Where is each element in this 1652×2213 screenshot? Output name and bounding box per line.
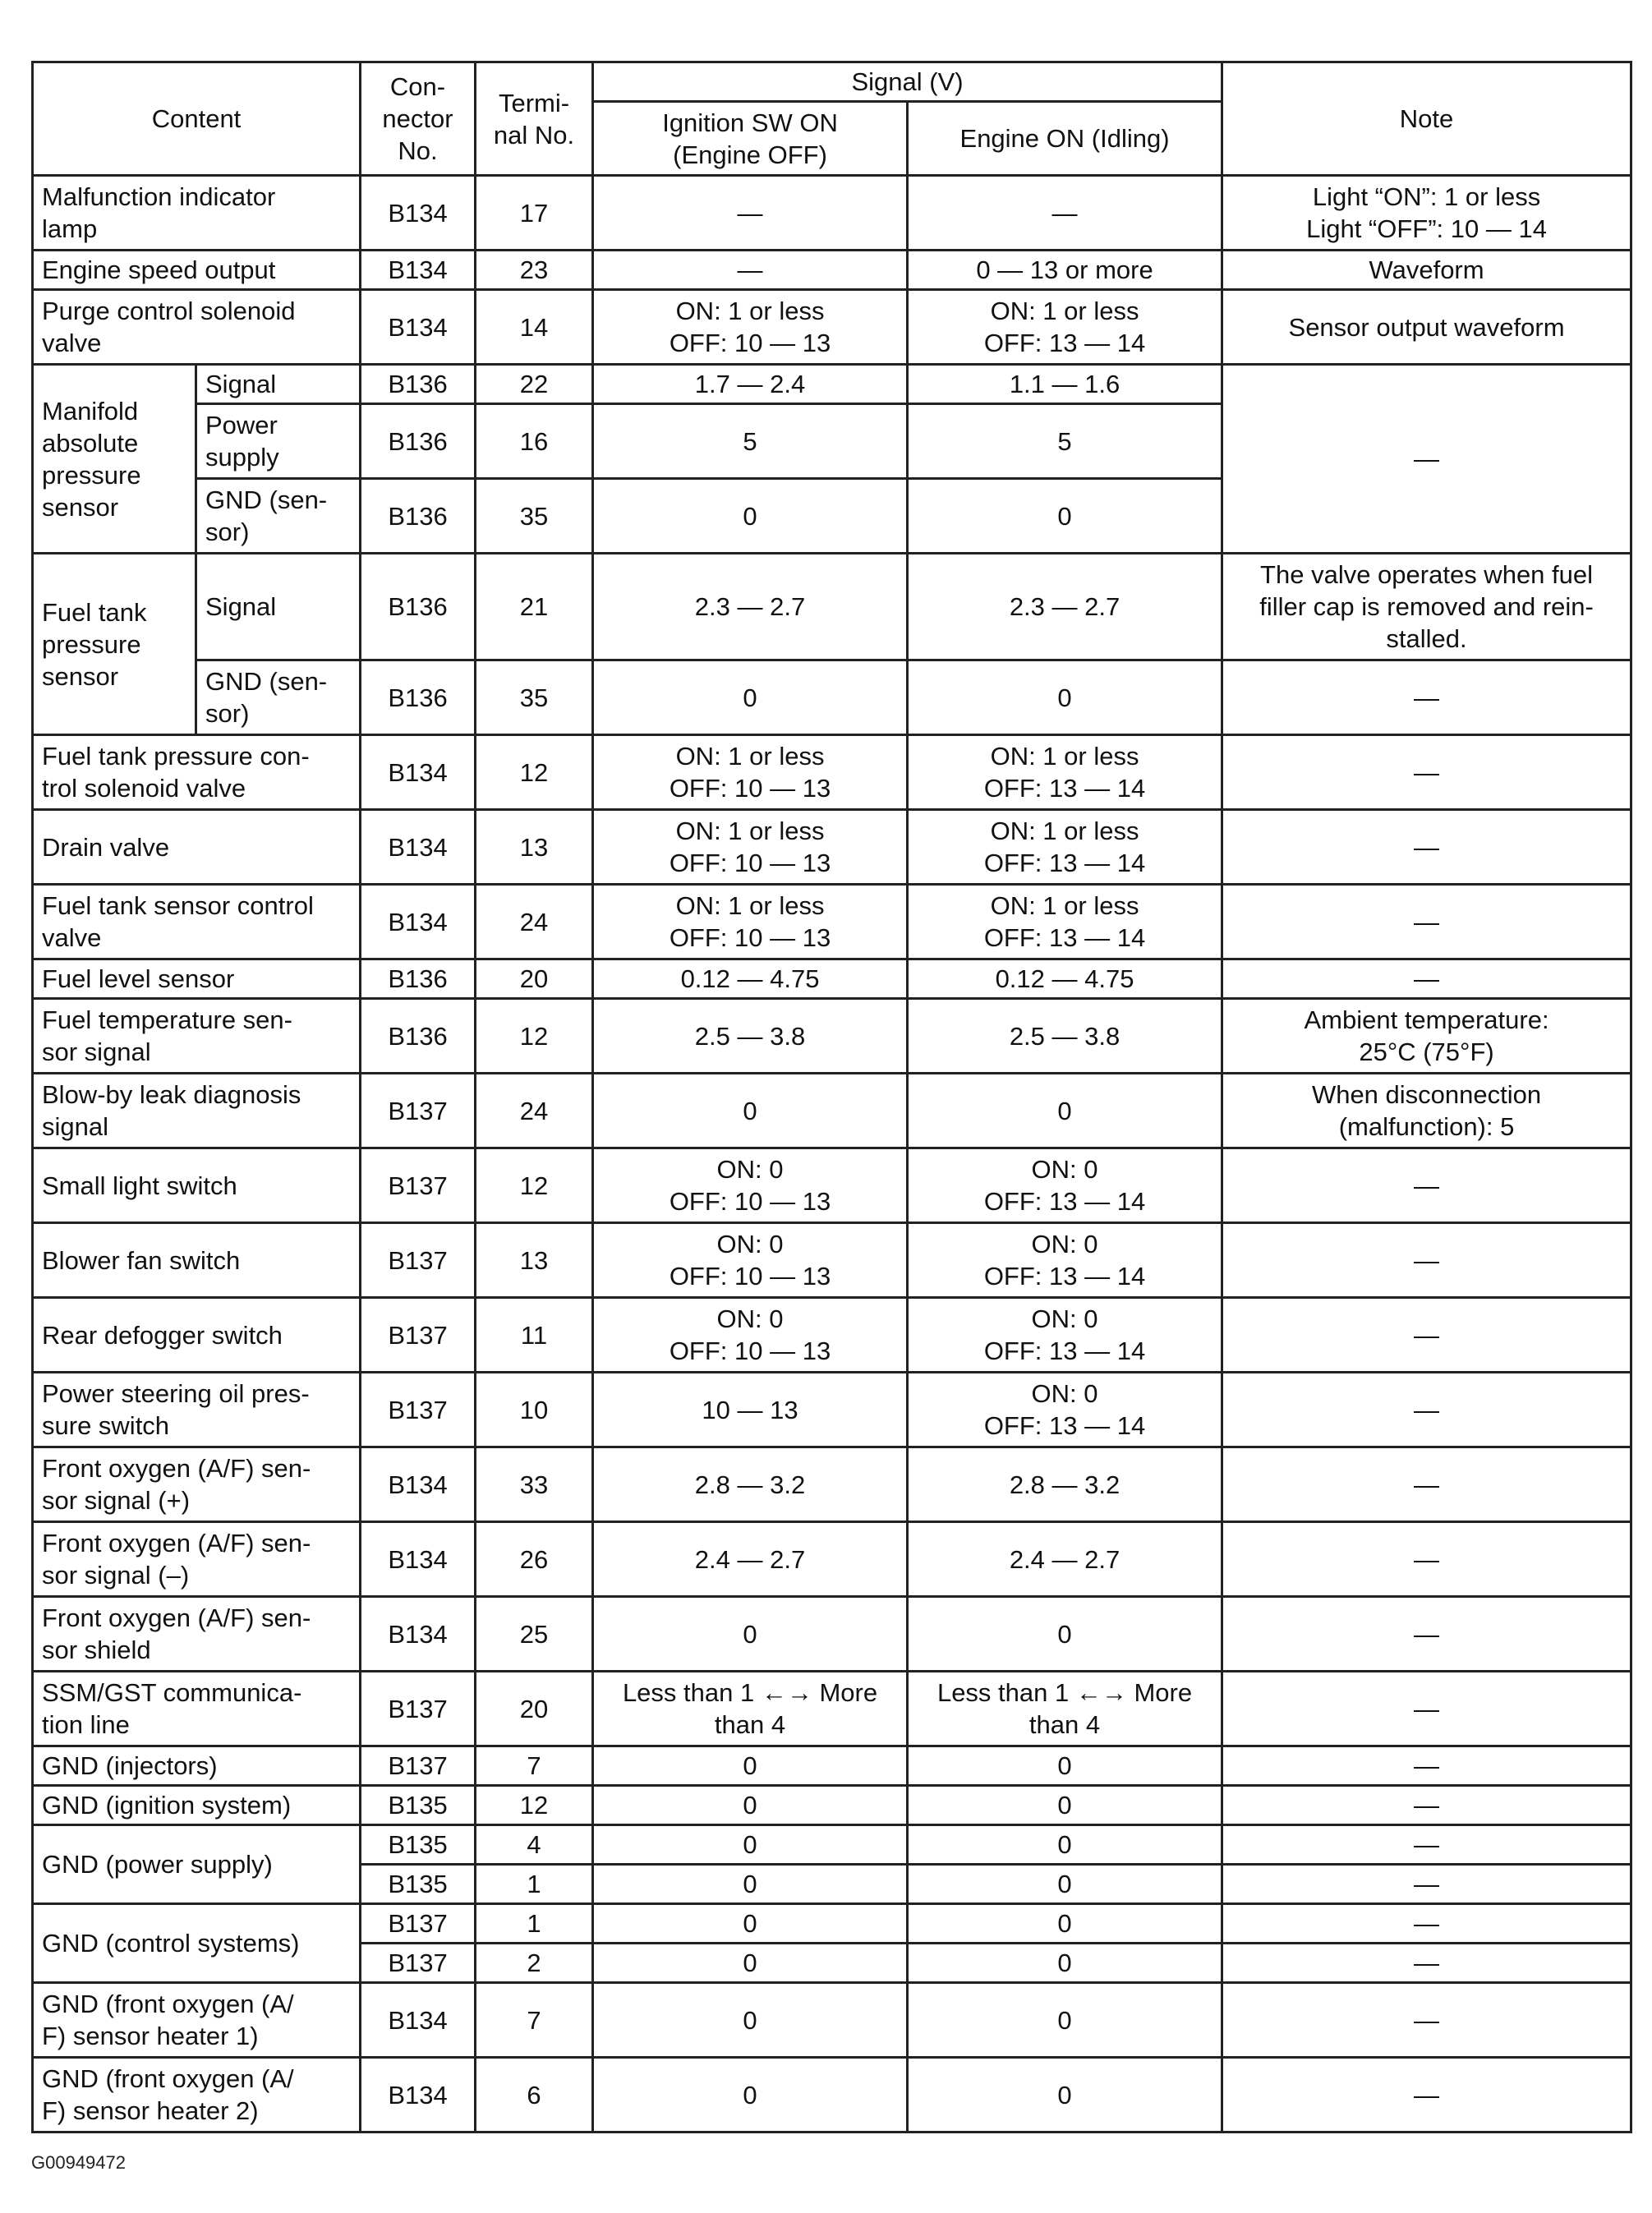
- cell-note: Ambient temperature: 25°C (75°F): [1222, 999, 1631, 1074]
- cell-ignition-on: ON: 0 OFF: 10 — 13: [593, 1148, 908, 1223]
- cell-terminal: 20: [476, 1672, 593, 1746]
- cell-content: Fuel level sensor: [33, 959, 361, 999]
- cell-engine-on: 0: [908, 1983, 1222, 2058]
- cell-engine-on: 0: [908, 660, 1222, 735]
- table-row: [33, 1904, 1631, 1944]
- cell-ignition-on: 0: [593, 479, 908, 554]
- cell-ignition-on: ON: 1 or less OFF: 10 — 13: [593, 735, 908, 810]
- cell-note: —: [1222, 959, 1631, 999]
- cell-content: Purge control solenoid valve: [33, 290, 361, 365]
- cell-terminal: 12: [476, 735, 593, 810]
- cell-connector: B136: [361, 660, 476, 735]
- cell-terminal: 7: [476, 1983, 593, 2058]
- header-terminal: Termi- nal No.: [476, 62, 593, 176]
- table-row: [33, 176, 1631, 251]
- table-row: [33, 1373, 1631, 1447]
- cell-terminal: 12: [476, 1148, 593, 1223]
- cell-terminal: 33: [476, 1447, 593, 1522]
- header-ignition-on: Ignition SW ON (Engine OFF): [593, 102, 908, 176]
- cell-connector: B134: [361, 735, 476, 810]
- cell-engine-on: 0 — 13 or more: [908, 251, 1222, 290]
- cell-ignition-on: 2.3 — 2.7: [593, 554, 908, 660]
- cell-engine-on: ON: 0 OFF: 13 — 14: [908, 1148, 1222, 1223]
- table-row: [33, 999, 1631, 1074]
- cell-connector: B134: [361, 1447, 476, 1522]
- cell-content: Blower fan switch: [33, 1223, 361, 1298]
- cell-content-group: GND (control systems): [33, 1904, 361, 1983]
- table-row: [33, 1148, 1631, 1223]
- header-content: Content: [33, 62, 361, 176]
- cell-content: Small light switch: [33, 1148, 361, 1223]
- cell-note: —: [1222, 1865, 1631, 1904]
- cell-content: Malfunction indicator lamp: [33, 176, 361, 251]
- cell-engine-on: ON: 1 or less OFF: 13 — 14: [908, 885, 1222, 959]
- cell-engine-on: 2.8 — 3.2: [908, 1447, 1222, 1522]
- table-row: [33, 1786, 1631, 1825]
- cell-terminal: 23: [476, 251, 593, 290]
- cell-content-group: Fuel tank pressure sensor: [33, 554, 196, 735]
- cell-connector: B137: [361, 1672, 476, 1746]
- table-row: [33, 959, 1631, 999]
- cell-connector: B137: [361, 1223, 476, 1298]
- figure-id: G00949472: [31, 2152, 126, 2173]
- cell-content: Drain valve: [33, 810, 361, 885]
- cell-ignition-on: ON: 1 or less OFF: 10 — 13: [593, 810, 908, 885]
- cell-note: —: [1222, 885, 1631, 959]
- cell-connector: B134: [361, 2058, 476, 2132]
- cell-engine-on: 0: [908, 1944, 1222, 1983]
- cell-content: Front oxygen (A/F) sen- sor signal (+): [33, 1447, 361, 1522]
- header-engine-on: Engine ON (Idling): [908, 102, 1222, 176]
- cell-engine-on: ON: 1 or less OFF: 13 — 14: [908, 810, 1222, 885]
- cell-engine-on: —: [908, 176, 1222, 251]
- cell-ignition-on: 0: [593, 1904, 908, 1944]
- cell-terminal: 20: [476, 959, 593, 999]
- cell-terminal: 6: [476, 2058, 593, 2132]
- cell-ignition-on: 0: [593, 1786, 908, 1825]
- cell-content: Fuel tank sensor control valve: [33, 885, 361, 959]
- cell-connector: B134: [361, 810, 476, 885]
- cell-connector: B136: [361, 404, 476, 479]
- cell-terminal: 1: [476, 1865, 593, 1904]
- cell-ignition-on: 2.8 — 3.2: [593, 1447, 908, 1522]
- cell-terminal: 35: [476, 479, 593, 554]
- header-connector: Con- nector No.: [361, 62, 476, 176]
- cell-note: —: [1222, 1522, 1631, 1597]
- cell-ignition-on: —: [593, 251, 908, 290]
- cell-engine-on: 0: [908, 479, 1222, 554]
- cell-note: —: [1222, 735, 1631, 810]
- cell-connector: B134: [361, 290, 476, 365]
- cell-content: GND (ignition system): [33, 1786, 361, 1825]
- cell-note: —: [1222, 1825, 1631, 1865]
- table-row: [33, 1298, 1631, 1373]
- cell-note: —: [1222, 1944, 1631, 1983]
- cell-connector: B136: [361, 365, 476, 404]
- cell-engine-on: 0: [908, 1597, 1222, 1672]
- cell-subcontent: GND (sen- sor): [196, 479, 361, 554]
- signal-specification-table: [31, 61, 1632, 2133]
- cell-terminal: 25: [476, 1597, 593, 1672]
- cell-connector: B137: [361, 1148, 476, 1223]
- cell-connector: B136: [361, 479, 476, 554]
- cell-terminal: 13: [476, 1223, 593, 1298]
- cell-ignition-on: 0: [593, 1597, 908, 1672]
- cell-engine-on: 5: [908, 404, 1222, 479]
- cell-terminal: 12: [476, 1786, 593, 1825]
- cell-connector: B135: [361, 1865, 476, 1904]
- cell-content: GND (front oxygen (A/ F) sensor heater 2): [33, 2058, 361, 2132]
- cell-terminal: 7: [476, 1746, 593, 1786]
- cell-note: —: [1222, 1746, 1631, 1786]
- cell-ignition-on: ON: 1 or less OFF: 10 — 13: [593, 290, 908, 365]
- cell-note: Light “ON”: 1 or less Light “OFF”: 10 — 14: [1222, 176, 1631, 251]
- table-row: [33, 1597, 1631, 1672]
- cell-note: —: [1222, 1447, 1631, 1522]
- cell-subcontent: Power supply: [196, 404, 361, 479]
- cell-content: Fuel temperature sen- sor signal: [33, 999, 361, 1074]
- cell-engine-on: ON: 0 OFF: 13 — 14: [908, 1298, 1222, 1373]
- cell-content: Front oxygen (A/F) sen- sor shield: [33, 1597, 361, 1672]
- table-row: [33, 1522, 1631, 1597]
- cell-terminal: 21: [476, 554, 593, 660]
- cell-terminal: 12: [476, 999, 593, 1074]
- cell-note: —: [1222, 1786, 1631, 1825]
- cell-engine-on: 1.1 — 1.6: [908, 365, 1222, 404]
- cell-engine-on: 0: [908, 1865, 1222, 1904]
- table-row: [33, 1825, 1631, 1865]
- cell-ignition-on: —: [593, 176, 908, 251]
- cell-ignition-on: 0: [593, 1746, 908, 1786]
- cell-ignition-on: 2.4 — 2.7: [593, 1522, 908, 1597]
- cell-note: —: [1222, 365, 1631, 554]
- cell-note: —: [1222, 1597, 1631, 1672]
- cell-subcontent: Signal: [196, 365, 361, 404]
- cell-terminal: 16: [476, 404, 593, 479]
- table-row: [33, 660, 1631, 735]
- cell-subcontent: Signal: [196, 554, 361, 660]
- cell-note: —: [1222, 2058, 1631, 2132]
- cell-content: Engine speed output: [33, 251, 361, 290]
- cell-terminal: 14: [476, 290, 593, 365]
- cell-engine-on: 0: [908, 1746, 1222, 1786]
- table-row: [33, 1074, 1631, 1148]
- cell-connector: B135: [361, 1786, 476, 1825]
- cell-note: The valve operates when fuel filler cap is removed and rein- stalled.: [1222, 554, 1631, 660]
- document-page: [31, 61, 1630, 2173]
- table-row: [33, 365, 1631, 404]
- table-row: [33, 735, 1631, 810]
- cell-note: When disconnection (malfunction): 5: [1222, 1074, 1631, 1148]
- cell-content: Rear defogger switch: [33, 1298, 361, 1373]
- cell-engine-on: 2.4 — 2.7: [908, 1522, 1222, 1597]
- cell-content-group: Manifold absolute pressure sensor: [33, 365, 196, 554]
- cell-content: GND (front oxygen (A/ F) sensor heater 1): [33, 1983, 361, 2058]
- cell-engine-on: 2.3 — 2.7: [908, 554, 1222, 660]
- cell-ignition-on: 0: [593, 1983, 908, 2058]
- cell-note: —: [1222, 1983, 1631, 2058]
- cell-content: Front oxygen (A/F) sen- sor signal (–): [33, 1522, 361, 1597]
- cell-ignition-on: 0: [593, 1944, 908, 1983]
- cell-connector: B135: [361, 1825, 476, 1865]
- cell-ignition-on: Less than 1 ←→ More than 4: [593, 1672, 908, 1746]
- cell-ignition-on: 0.12 — 4.75: [593, 959, 908, 999]
- table-row: [33, 2058, 1631, 2132]
- cell-terminal: 10: [476, 1373, 593, 1447]
- cell-connector: B137: [361, 1944, 476, 1983]
- cell-terminal: 24: [476, 1074, 593, 1148]
- table-row: [33, 1672, 1631, 1746]
- cell-note: —: [1222, 1298, 1631, 1373]
- cell-content: GND (injectors): [33, 1746, 361, 1786]
- table-row: [33, 1746, 1631, 1786]
- table-row: [33, 1447, 1631, 1522]
- cell-ignition-on: 0: [593, 2058, 908, 2132]
- header-note: Note: [1222, 62, 1631, 176]
- cell-connector: B134: [361, 1522, 476, 1597]
- cell-terminal: 4: [476, 1825, 593, 1865]
- cell-engine-on: Less than 1 ←→ More than 4: [908, 1672, 1222, 1746]
- cell-terminal: 22: [476, 365, 593, 404]
- cell-note: Sensor output waveform: [1222, 290, 1631, 365]
- cell-engine-on: ON: 1 or less OFF: 13 — 14: [908, 290, 1222, 365]
- cell-ignition-on: 0: [593, 1865, 908, 1904]
- cell-engine-on: ON: 0 OFF: 13 — 14: [908, 1223, 1222, 1298]
- cell-engine-on: ON: 1 or less OFF: 13 — 14: [908, 735, 1222, 810]
- cell-terminal: 11: [476, 1298, 593, 1373]
- cell-connector: B134: [361, 885, 476, 959]
- cell-connector: B137: [361, 1373, 476, 1447]
- cell-connector: B134: [361, 1597, 476, 1672]
- cell-connector: B137: [361, 1074, 476, 1148]
- cell-ignition-on: 1.7 — 2.4: [593, 365, 908, 404]
- cell-terminal: 2: [476, 1944, 593, 1983]
- cell-content: Power steering oil pres- sure switch: [33, 1373, 361, 1447]
- cell-connector: B134: [361, 1983, 476, 2058]
- table-row: [33, 810, 1631, 885]
- table-row: [33, 1223, 1631, 1298]
- cell-note: —: [1222, 1223, 1631, 1298]
- header-row: [33, 62, 1631, 102]
- cell-note: Waveform: [1222, 251, 1631, 290]
- cell-engine-on: 0: [908, 2058, 1222, 2132]
- cell-ignition-on: 5: [593, 404, 908, 479]
- cell-terminal: 17: [476, 176, 593, 251]
- cell-terminal: 1: [476, 1904, 593, 1944]
- cell-connector: B137: [361, 1746, 476, 1786]
- cell-note: —: [1222, 810, 1631, 885]
- cell-engine-on: ON: 0 OFF: 13 — 14: [908, 1373, 1222, 1447]
- cell-terminal: 24: [476, 885, 593, 959]
- cell-ignition-on: 0: [593, 1825, 908, 1865]
- cell-ignition-on: ON: 0 OFF: 10 — 13: [593, 1223, 908, 1298]
- cell-ignition-on: 0: [593, 660, 908, 735]
- cell-connector: B134: [361, 251, 476, 290]
- table-row: [33, 290, 1631, 365]
- cell-engine-on: 0: [908, 1074, 1222, 1148]
- cell-engine-on: 0.12 — 4.75: [908, 959, 1222, 999]
- cell-engine-on: 0: [908, 1825, 1222, 1865]
- cell-subcontent: GND (sen- sor): [196, 660, 361, 735]
- cell-ignition-on: ON: 0 OFF: 10 — 13: [593, 1298, 908, 1373]
- cell-ignition-on: 0: [593, 1074, 908, 1148]
- cell-connector: B134: [361, 176, 476, 251]
- cell-terminal: 35: [476, 660, 593, 735]
- cell-engine-on: 2.5 — 3.8: [908, 999, 1222, 1074]
- cell-engine-on: 0: [908, 1786, 1222, 1825]
- cell-engine-on: 0: [908, 1904, 1222, 1944]
- cell-connector: B136: [361, 554, 476, 660]
- cell-note: —: [1222, 660, 1631, 735]
- cell-terminal: 13: [476, 810, 593, 885]
- table-row: [33, 885, 1631, 959]
- cell-connector: B137: [361, 1298, 476, 1373]
- cell-content: SSM/GST communica- tion line: [33, 1672, 361, 1746]
- cell-note: —: [1222, 1904, 1631, 1944]
- cell-note: —: [1222, 1148, 1631, 1223]
- table-row: [33, 251, 1631, 290]
- cell-content: Fuel tank pressure con- trol solenoid valve: [33, 735, 361, 810]
- table-row: [33, 554, 1631, 660]
- cell-ignition-on: ON: 1 or less OFF: 10 — 13: [593, 885, 908, 959]
- cell-content: Blow-by leak diagnosis signal: [33, 1074, 361, 1148]
- cell-ignition-on: 2.5 — 3.8: [593, 999, 908, 1074]
- cell-connector: B137: [361, 1904, 476, 1944]
- cell-connector: B136: [361, 999, 476, 1074]
- cell-content-group: GND (power supply): [33, 1825, 361, 1904]
- table-row: [33, 1983, 1631, 2058]
- cell-ignition-on: 10 — 13: [593, 1373, 908, 1447]
- cell-note: —: [1222, 1373, 1631, 1447]
- cell-note: —: [1222, 1672, 1631, 1746]
- cell-connector: B136: [361, 959, 476, 999]
- header-signal: Signal (V): [593, 62, 1222, 102]
- cell-terminal: 26: [476, 1522, 593, 1597]
